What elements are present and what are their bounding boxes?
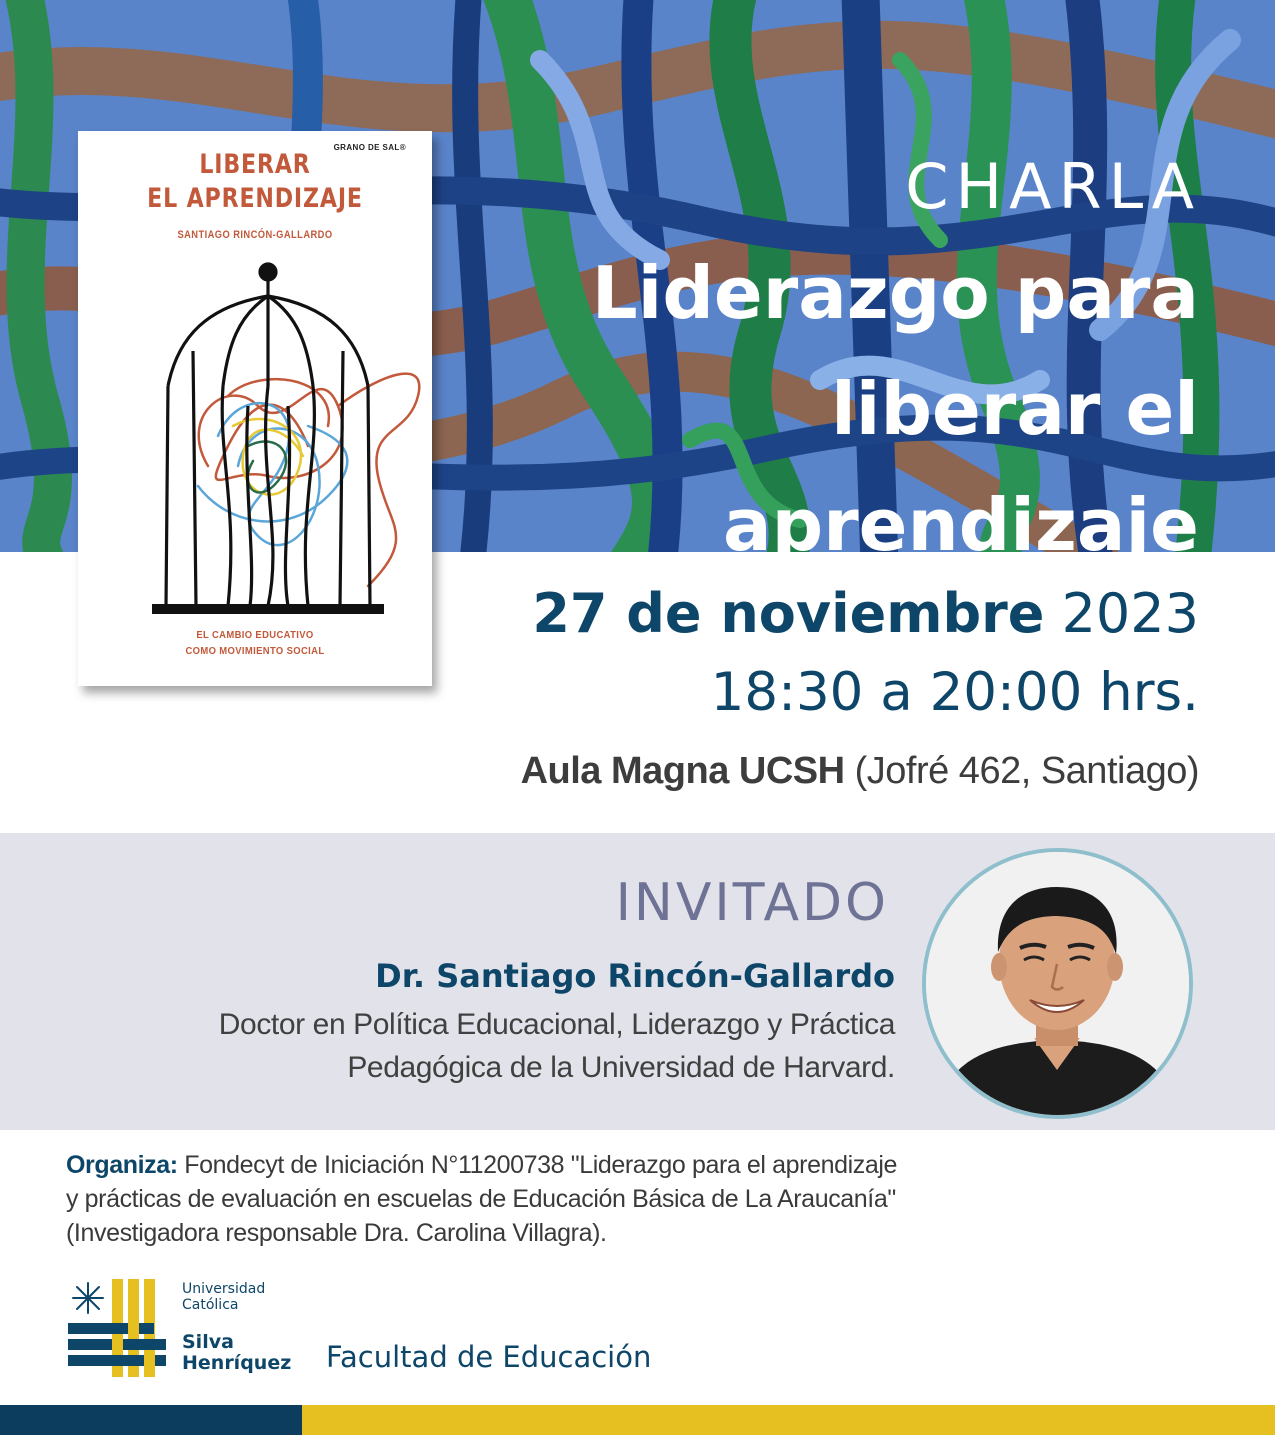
event-date (532, 582, 1199, 645)
organizer-note (66, 1148, 926, 1250)
logo-university-line1: Universidad (182, 1281, 266, 1297)
guest-name: Dr. Santiago Rincón-Gallardo (375, 957, 895, 995)
event-title (479, 235, 1199, 583)
guest-description-line1: Doctor en Política Educacional, Liderazgo y Práctica (218, 1008, 895, 1041)
event-title-line2: liberar el (831, 367, 1199, 451)
event-time: 18:30 a 20:00 hrs. (710, 662, 1199, 723)
book-subtitle-line2: COMO MOVIMIENTO SOCIAL (185, 645, 325, 657)
event-venue-address: (Jofré 462, Santiago) (844, 750, 1199, 792)
organizer-text-line2: y prácticas de evaluación en escuelas de Educación Básica de La Araucanía" (66, 1185, 896, 1213)
event-type-label: CHARLA (905, 150, 1201, 223)
event-date-year: 2023 (1044, 582, 1199, 645)
guest-description (135, 1003, 895, 1089)
book-publisher: GRANO DE SAL® (333, 143, 406, 152)
event-venue-name: Aula Magna UCSH (520, 750, 845, 792)
book-author: SANTIAGO RINCÓN-GALLARDO (177, 229, 333, 241)
birdcage-scribble-icon (138, 256, 432, 616)
book-title-line2: EL APRENDIZAJE (147, 183, 363, 214)
event-venue (521, 750, 1199, 793)
guest-description-line2: Pedagógica de la Universidad de Harvard. (347, 1051, 895, 1084)
guest-section (0, 833, 1275, 1130)
footer-bar-blue (0, 1405, 302, 1435)
book-cover (78, 131, 432, 686)
footer-bar-yellow (302, 1405, 1275, 1435)
logo-university-line2: Católica (182, 1297, 239, 1313)
organizer-text-line3: (Investigadora responsable Dra. Carolina Villagra). (66, 1219, 607, 1247)
book-title-line1: LIBERAR (199, 149, 311, 180)
book-subtitle-line1: EL CAMBIO EDUCATIVO (196, 629, 314, 641)
logo-university-line4: Henríquez (182, 1352, 292, 1374)
organizer-label: Organiza: (66, 1151, 178, 1179)
ucsh-logo-mark (68, 1279, 168, 1379)
event-date-day: 27 de noviembre (532, 582, 1045, 645)
logo-university-line3: Silva (182, 1331, 234, 1353)
event-title-line1: Liderazgo para (591, 251, 1199, 335)
guest-section-label: INVITADO (615, 873, 889, 933)
event-title-line3: aprendizaje (723, 483, 1199, 567)
speaker-portrait-icon (922, 848, 1193, 1119)
faculty-name: Facultad de Educación (326, 1340, 652, 1374)
ucsh-logo-icon (68, 1279, 308, 1379)
organizer-text-line1: Fondecyt de Iniciación N°11200738 "Liderazgo para el aprendizaje (177, 1151, 897, 1179)
organizer-line1 (66, 1148, 926, 1182)
